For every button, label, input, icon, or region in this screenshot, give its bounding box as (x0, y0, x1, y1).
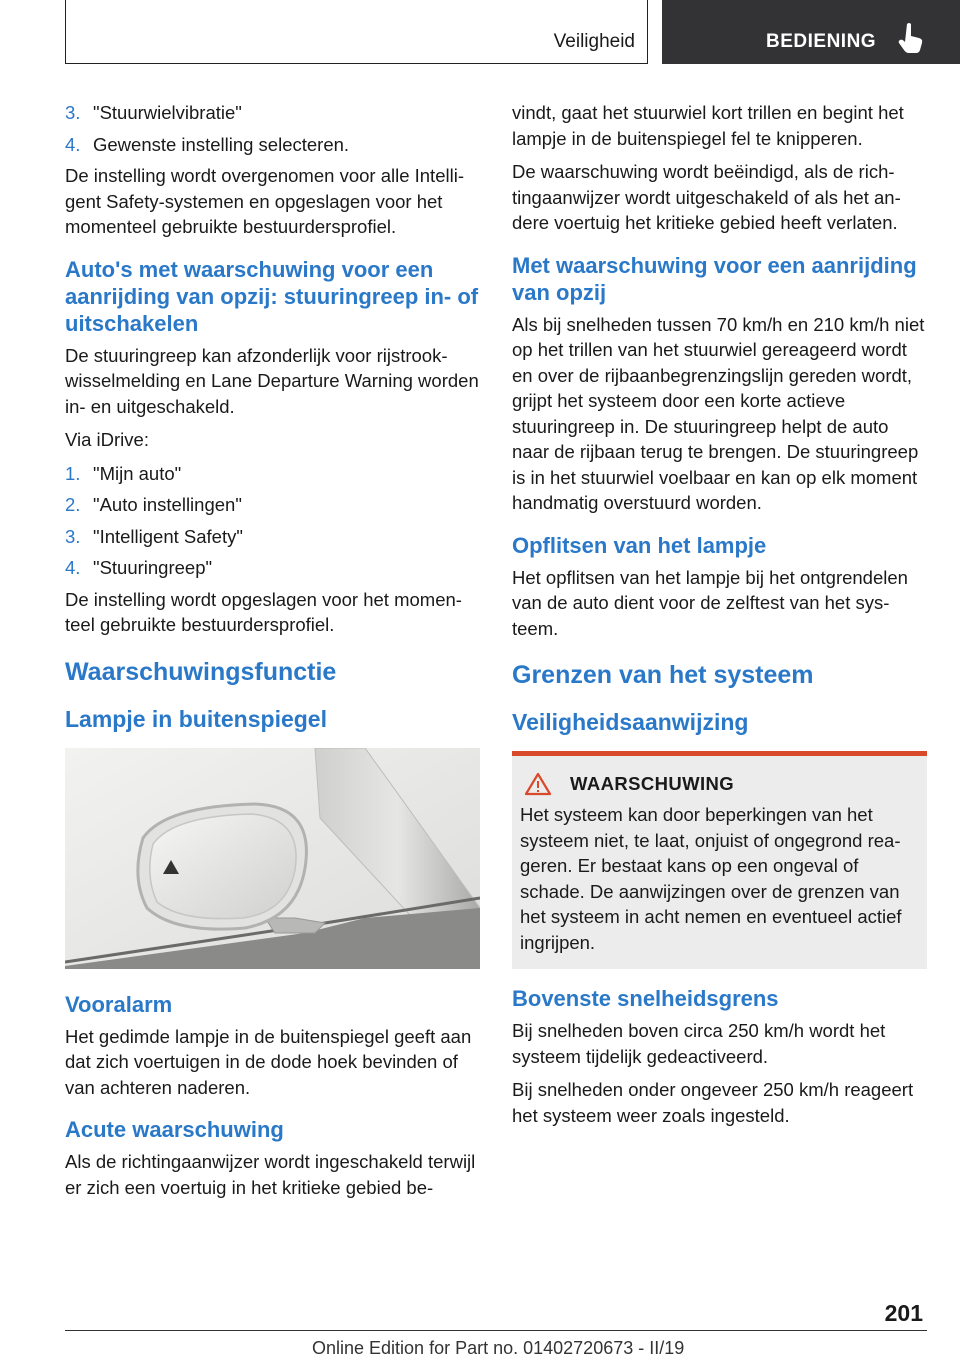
page-number: 201 (884, 1300, 923, 1326)
step-text: "Intelligent Safety" (93, 525, 243, 547)
header-chapter-title: BEDIENING (766, 31, 877, 52)
step-text: "Stuuringreep" (93, 557, 213, 578)
subsection-heading: Lampje in buitenspiegel (65, 705, 327, 732)
right-column (512, 100, 927, 1136)
subsection-heading: Opflitsen van het lampje (512, 532, 767, 558)
step-text: "Stuurwielvibratie" (93, 102, 242, 123)
paragraph: Als bij snelheden tussen 70 km/h en 210 km/h niet op het trillen van het stuurwiel gereageerd wordt en over de rijbaanbegrenzingslijn gereden wordt, grijpt het systeem door een korte actieve stuuringreep in. De stuuringreep helpt de auto naar de rijbaan terug te brengen. De stuuringreep is in het stuurwiel voelbaar en kan op elk moment handmatig overstuurd worden. (512, 313, 925, 513)
subsection-heading: Met waarschuwing voor een aanrijding van opzij (512, 252, 917, 305)
paragraph: vindt, gaat het stuurwiel kort trillen en begint het lampje in de buitenspiegel fel te knipperen. (512, 102, 904, 149)
step-text: "Mijn auto" (93, 462, 182, 484)
step-text: "Auto instellingen" (93, 494, 242, 515)
side-mirror-illustration (65, 748, 480, 969)
warning-box (512, 751, 927, 969)
side-mirror-drawing (65, 748, 480, 969)
pointing-hand-icon (898, 22, 926, 54)
step-number: 3. (65, 102, 81, 123)
list-item (65, 461, 480, 487)
list-item (65, 555, 480, 581)
paragraph: De waarschuwing wordt beëindigd, als de richtingaanwijzer wordt uitgeschakeld of als het andere voertuig het kritieke gebied heeft verlaten. (512, 161, 901, 233)
section-heading: Grenzen van het systeem (512, 661, 814, 689)
list-item (65, 100, 480, 126)
subsection-heading: Vooralarm (65, 991, 173, 1017)
paragraph: Bij snelheden boven circa 250 km/h wordt het systeem tijdelijk gedeactiveerd. (512, 1020, 886, 1067)
header-section-box (65, 0, 648, 64)
subsection-heading: Auto's met waarschuwing voor een aanrijding van opzij: stuuringreep in- of uitschakelen (65, 256, 479, 336)
step-text: Gewenste instelling selecteren. (93, 133, 350, 155)
list-item (65, 492, 480, 518)
paragraph: De instelling wordt overgenomen voor alle Intelligent Safety-systemen en opgeslagen voor het momenteel gebruikte bestuurdersprofiel. (65, 165, 464, 237)
list-item (65, 524, 480, 550)
warning-header (520, 772, 919, 796)
step-number: 4. (65, 557, 81, 578)
warning-triangle-icon (524, 772, 552, 796)
paragraph: Het opflitsen van het lampje bij het ontgrendelen van de auto dient voor de zelftest van het systeem. (512, 566, 908, 639)
list-item (65, 132, 480, 158)
paragraph: Via iDrive: (65, 429, 149, 450)
step-number: 2. (65, 494, 81, 515)
paragraph: De stuuringreep kan afzonderlijk voor rijstrookwisselmelding en Lane Departure Warning worden in- en uitgeschakeld. (65, 344, 479, 417)
paragraph: Als de richtingaanwijzer wordt ingeschakeld terwijl er zich een voertuig in het kritieke gebied be- (65, 1151, 476, 1198)
subsection-heading: Veiligheidsaanwijzing (512, 709, 749, 735)
header-section-title: Veiligheid (553, 31, 635, 52)
footer-divider (65, 1330, 927, 1331)
warning-title: WAARSCHUWING (570, 773, 735, 794)
step-number: 4. (65, 133, 81, 155)
paragraph: Het gedimde lampje in de buitenspiegel geeft aan dat zich voertuigen in de dode hoek bevinden of van achteren naderen. (65, 1025, 472, 1098)
subsection-heading: Bovenste snelheidsgrens (512, 986, 779, 1011)
paragraph: De instelling wordt opgeslagen voor het momenteel gebruikte bestuurdersprofiel. (65, 588, 462, 635)
section-heading: Waarschuwingsfunctie (65, 657, 337, 686)
step-number: 3. (65, 525, 81, 547)
paragraph: Bij snelheden onder ongeveer 250 km/h reageert het systeem weer zoals ingesteld. (512, 1079, 914, 1126)
step-number: 1. (65, 462, 81, 484)
footer-edition: Online Edition for Part no. 01402720673 - II/19 (312, 1338, 685, 1358)
header-chapter-tab (662, 0, 960, 64)
warning-text: Het systeem kan door beperkingen van het systeem niet, te laat, onjuist of ongegrond reageren. Er bestaat kans op een ongeval of schade. De aanwijzingen over de grenzen van het systeem in acht nemen en eventueel actief ingrijpen. (520, 804, 902, 953)
subsection-heading: Acute waarschuwing (65, 1117, 284, 1142)
left-column (65, 100, 480, 1208)
